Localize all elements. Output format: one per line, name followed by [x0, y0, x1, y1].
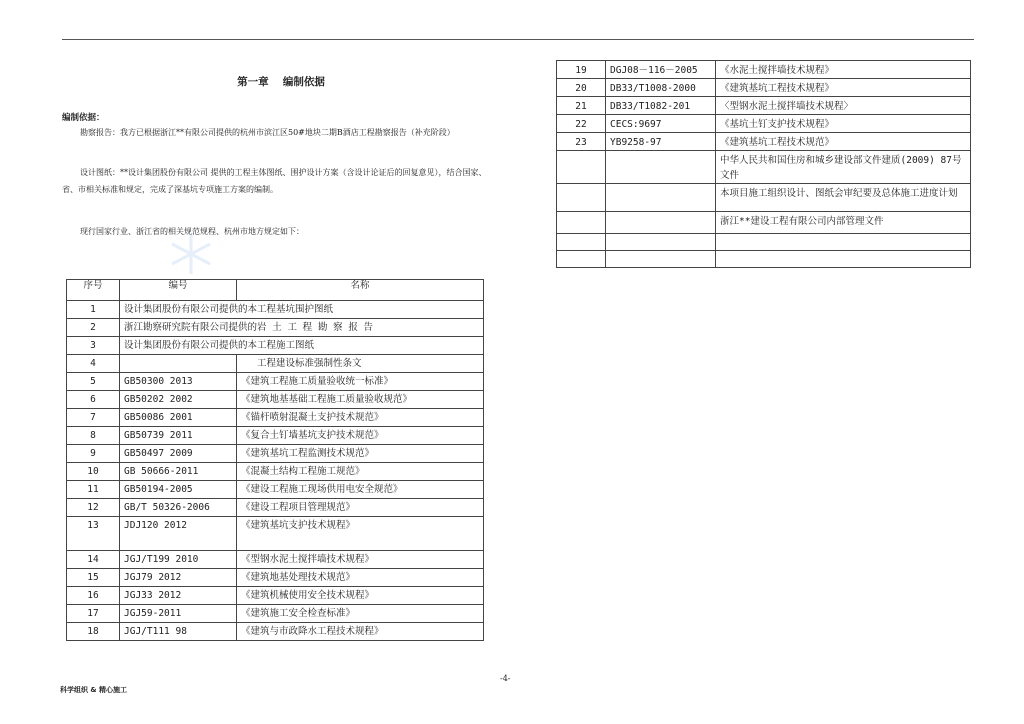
cell-name: 《建筑基坑工程技术规范》	[716, 133, 971, 151]
cell-seq: 14	[67, 551, 120, 569]
cell-code: GB50194-2005	[120, 481, 237, 499]
cell-code: DB33/T1082-201	[606, 97, 716, 115]
table-row	[67, 551, 484, 569]
cell-name: 浙江**建设工程有限公司内部管理文件	[716, 212, 971, 234]
cell-name: 中华人民共和国住房和城乡建设部文件建质(2009) 87号文件	[716, 151, 971, 184]
cell-name: 《建筑地基处理技术规范》	[237, 569, 484, 587]
cell-name: 《建筑机械使用安全技术规程》	[237, 587, 484, 605]
cell-code: JGJ/T199 2010	[120, 551, 237, 569]
cell-code: GB50300 2013	[120, 373, 237, 391]
cell-seq	[557, 251, 606, 268]
cell-seq: 17	[67, 605, 120, 623]
table-row	[67, 373, 484, 391]
cell-code: DGJ08－116－2005	[606, 61, 716, 79]
cell-name: 《型钢水泥土搅拌墙技术规程》	[237, 551, 484, 569]
cell-name: 《建筑地基基础工程施工质量验收规范》	[237, 391, 484, 409]
cell-name	[716, 251, 971, 268]
table-row	[67, 569, 484, 587]
table-row	[557, 234, 971, 251]
cell-code: JGJ59-2011	[120, 605, 237, 623]
table-header-row	[67, 280, 484, 301]
cell-code	[606, 151, 716, 184]
cell-seq: 21	[557, 97, 606, 115]
cell-name	[716, 234, 971, 251]
cell-seq: 16	[67, 587, 120, 605]
header-seq: 序号	[67, 280, 120, 301]
table-row	[557, 79, 971, 97]
cell-name: 《水泥土搅拌墙技术规程》	[716, 61, 971, 79]
cell-code	[120, 355, 237, 373]
cell-name: 设计集团股份有限公司提供的本工程施工图纸	[120, 337, 484, 355]
table-row	[557, 251, 971, 268]
cell-code	[606, 234, 716, 251]
cell-name: 〈型钢水泥土搅拌墙技术规程〉	[716, 97, 971, 115]
table-row	[67, 301, 484, 319]
table-row	[67, 605, 484, 623]
table-row	[557, 133, 971, 151]
cell-seq: 5	[67, 373, 120, 391]
cell-seq: 18	[67, 623, 120, 641]
cell-name: 《混凝土结构工程施工规范》	[237, 463, 484, 481]
cell-seq: 4	[67, 355, 120, 373]
cell-name: 设计集团股份有限公司提供的本工程基坑围护图纸	[120, 301, 484, 319]
footer-motto: 科学组织 & 精心施工	[60, 686, 127, 694]
cell-seq: 22	[557, 115, 606, 133]
cell-code: CECS:9697	[606, 115, 716, 133]
cell-seq: 11	[67, 481, 120, 499]
cell-code: GB50086 2001	[120, 409, 237, 427]
table-row	[557, 115, 971, 133]
table-row	[67, 337, 484, 355]
cell-seq: 9	[67, 445, 120, 463]
cell-seq: 15	[67, 569, 120, 587]
table-row	[67, 587, 484, 605]
table-row	[67, 319, 484, 337]
cell-name: 《建设工程施工现场供用电安全规范》	[237, 481, 484, 499]
table-row	[67, 499, 484, 517]
cell-seq: 13	[67, 517, 120, 551]
cell-name: 《锚杆喷射混凝土支护技术规范》	[237, 409, 484, 427]
table-row	[67, 463, 484, 481]
table-row	[557, 151, 971, 184]
cell-code: GB50202 2002	[120, 391, 237, 409]
cell-name: 本项目施工组织设计、图纸会审纪要及总体施工进度计划	[716, 184, 971, 212]
cell-seq: 23	[557, 133, 606, 151]
chapter-title: 第一章 编制依据	[237, 76, 325, 88]
cell-code: GB/T 50326-2006	[120, 499, 237, 517]
cell-seq	[557, 151, 606, 184]
standards-table-right	[556, 60, 971, 268]
cell-seq: 19	[557, 61, 606, 79]
cell-seq: 10	[67, 463, 120, 481]
section-label: 编制依据：	[62, 113, 105, 123]
cell-name: 工程建设标准强制性条文	[237, 355, 484, 373]
cell-name: 《建筑基坑工程监测技术规范》	[237, 445, 484, 463]
cell-name: 《建筑基坑工程技术规程》	[716, 79, 971, 97]
cell-seq	[557, 212, 606, 234]
cell-code: JGJ79 2012	[120, 569, 237, 587]
cell-name: 《基坑土钉支护技术规程》	[716, 115, 971, 133]
cell-seq: 1	[67, 301, 120, 319]
cell-name: 《建设工程项目管理规范》	[237, 499, 484, 517]
cell-code: JGJ33 2012	[120, 587, 237, 605]
cell-seq: 6	[67, 391, 120, 409]
paragraph-regulations-intro: 现行国家行业、浙江省的相关规范规程、杭州市地方规定如下：	[80, 227, 304, 236]
cell-code: DB33/T1008-2000	[606, 79, 716, 97]
cell-name: 《建筑与市政降水工程技术规程》	[237, 623, 484, 641]
paragraph-survey-report: 勘察报告：我方已根据浙江**有限公司提供的杭州市滨江区50#地块二期B酒店工程勘察报告（补充阶段）	[80, 128, 455, 137]
cell-code: JGJ/T111 98	[120, 623, 237, 641]
cell-name: 《建筑工程施工质量验收统一标准》	[237, 373, 484, 391]
cell-code	[606, 212, 716, 234]
standards-table-left	[66, 279, 484, 641]
cell-name: 《复合土钉墙基坑支护技术规范》	[237, 427, 484, 445]
page-number: -4-	[500, 674, 511, 683]
cell-code	[606, 251, 716, 268]
cell-code: GB50739 2011	[120, 427, 237, 445]
cell-code: YB9258-97	[606, 133, 716, 151]
table-row	[67, 623, 484, 641]
table-row	[67, 355, 484, 373]
cell-seq: 12	[67, 499, 120, 517]
cell-seq	[557, 234, 606, 251]
paragraph-design-drawings: 设计图纸：**设计集团股份有限公司 提供的工程主体图纸、围护设计方案（含设计论证后的回复意见），结合国家、省、市相关标准和规定，完成了深基坑专项施工方案的编制。	[62, 168, 487, 194]
table-row	[67, 391, 484, 409]
watermark-snowflake-icon	[166, 232, 216, 276]
cell-code: JDJ120 2012	[120, 517, 237, 551]
table-row	[557, 184, 971, 212]
cell-seq: 20	[557, 79, 606, 97]
cell-code: GB 50666-2011	[120, 463, 237, 481]
cell-name: 浙江勘察研究院有限公司提供的岩 土 工 程 勘 察 报 告	[120, 319, 484, 337]
table-row	[67, 427, 484, 445]
cell-seq: 7	[67, 409, 120, 427]
header-name: 名称	[237, 280, 484, 301]
cell-seq	[557, 184, 606, 212]
cell-code: GB50497 2009	[120, 445, 237, 463]
table-row	[557, 97, 971, 115]
cell-name: 《建筑基坑支护技术规程》	[237, 517, 484, 551]
cell-seq: 3	[67, 337, 120, 355]
header-rule	[62, 39, 974, 40]
table-row	[67, 517, 484, 551]
cell-name: 《建筑施工安全检查标准》	[237, 605, 484, 623]
cell-code	[606, 184, 716, 212]
table-row	[67, 481, 484, 499]
table-row	[67, 445, 484, 463]
table-row	[557, 212, 971, 234]
header-code: 编号	[120, 280, 237, 301]
table-row	[67, 409, 484, 427]
cell-seq: 8	[67, 427, 120, 445]
table-row	[557, 61, 971, 79]
cell-seq: 2	[67, 319, 120, 337]
